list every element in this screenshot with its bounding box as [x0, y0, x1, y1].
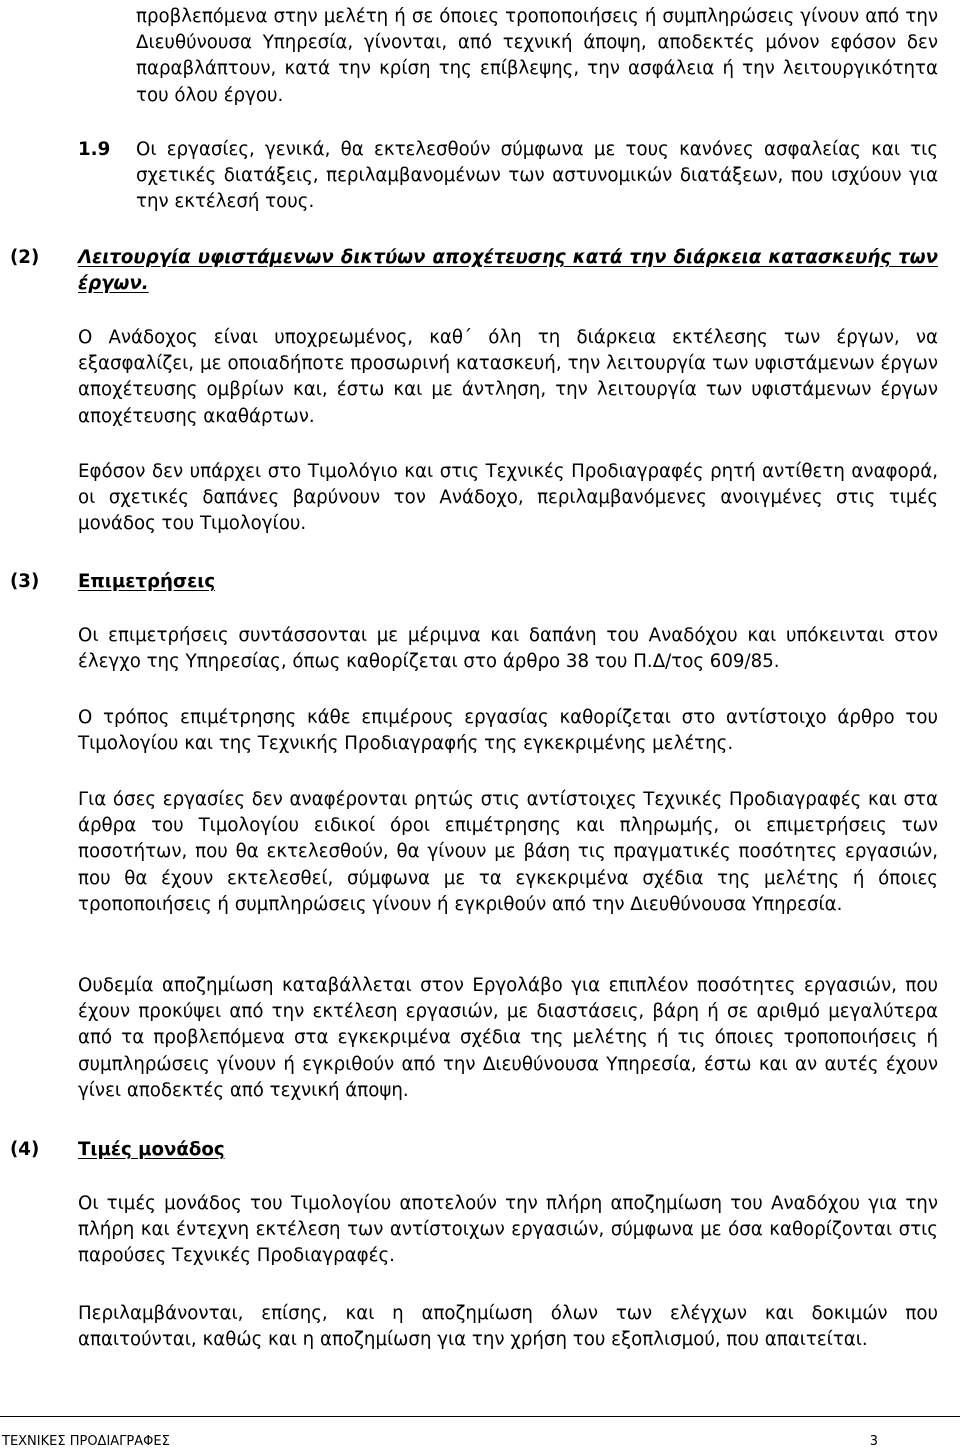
- footer-title: ΤΕΧΝΙΚΕΣ ΠΡΟΔΙΑΓΡΑΦΕΣ: [2, 1434, 170, 1449]
- section-3-title: Επιμετρήσεις: [78, 571, 216, 592]
- item-1-9-text: Οι εργασίες, γενικά, θα εκτελεσθούν σύμφωνα με τους κανόνες ασφαλείας και τις σχετικές διατάξεις, περιλαμβανομένων των αστυνομικών διατάξεων, που ισχύουν για την εκτέλεσή τους.: [136, 139, 938, 213]
- section-2-paragraph-1: Ο Ανάδοχος είναι υποχρεωμένος, καθ΄ όλη τη διάρκεια εκτέλεσης των έργων, να εξασφαλίζει, με οποιαδήποτε προσωρινή κατασκευή, την λειτουργία των υφιστάμενων έργων αποχέτευσης ομβρίων και, έστω και με άντληση, την λειτουργία των υφιστάμενων έργων αποχέτευσης ακαθάρτων.: [78, 327, 938, 427]
- section-4-paragraph-1: Οι τιμές μονάδος του Τιμολογίου αποτελούν την πλήρη αποζημίωση του Αναδόχου για την πλήρη και έντεχνη εκτέλεση των αντίστοιχων εργασιών, σύμφωνα με όσα καθορίζονται στις παρούσες Τεχνικές Προδιαγραφές.: [78, 1193, 938, 1267]
- section-3-paragraph-1: Οι επιμετρήσεις συντάσσονται με μέριμνα και δαπάνη του Αναδόχου και υπόκεινται στον έλεγχο της Υπηρεσίας, όπως καθορίζεται στο άρθρο 38 του Π.Δ/τος 609/85.: [78, 625, 938, 673]
- section-3-number: (3): [10, 571, 40, 592]
- section-3-paragraph-2: Ο τρόπος επιμέτρησης κάθε επιμέρους εργασίας καθορίζεται στο αντίστοιχο άρθρο του Τιμολογίου και της Τεχνικής Προδιαγραφής της εγκεκριμένης μελέτης.: [78, 707, 938, 755]
- section-2-number: (2): [10, 247, 40, 268]
- item-1-9-number: 1.9: [78, 139, 111, 160]
- section-2-paragraph-2: Εφόσον δεν υπάρχει στο Τιμολόγιο και στις Τεχνικές Προδιαγραφές ρητή αντίθετη αναφορά, οι σχετικές δαπάνες βαρύνουν τον Ανάδοχο, περιλαμβανόμενες ανοιγμένες στις τιμές μονάδος του Τιμολογίου.: [78, 461, 938, 535]
- intro-paragraph: προβλεπόμενα στην μελέτη ή σε όποιες τροποποιήσεις ή συμπληρώσεις γίνουν από την Διευθύνουσα Υπηρεσία, γίνονται, από τεχνική άποψη, αποδεκτές μόνον εφόσον δεν παραβλάπτουν, κατά την κρίση της επίβλεψης, την ασφάλεια ή την λειτουργικότητα του όλου έργου.: [136, 6, 938, 106]
- section-4-number: (4): [10, 1139, 40, 1160]
- section-2-title: Λειτουργία υφιστάμενων δικτύων αποχέτευσης κατά την διάρκεια κατασκευής των έργων.: [78, 247, 938, 295]
- section-3-paragraph-4: Ουδεμία αποζημίωση καταβάλλεται στον Εργολάβο για επιπλέον ποσότητες εργασιών, που έχουν προκύψει από την εκτέλεση εργασιών, με διαστάσεις, βάρη ή σε αριθμό μεγαλύτερα από τα προβλεπόμενα στα εγκεκριμένα σχέδια της μελέτης ή τις όποιες τροποποιήσεις ή συμπληρώσεις γίνουν ή εγκριθούν από την Διευθύνουσα Υπηρεσία, έστω και αν αυτές έχουν γίνει αποδεκτές από τεχνική άποψη.: [78, 975, 938, 1101]
- section-3-paragraph-3: Για όσες εργασίες δεν αναφέρονται ρητώς στις αντίστοιχες Τεχνικές Προδιαγραφές και στα άρθρα του Τιμολογίου ειδικοί όροι επιμέτρησης και πληρωμής, οι επιμετρήσεις των ποσοτήτων, που θα εκτελεσθούν, θα γίνουν με βάση τις πραγματικές ποσότητες εργασιών, που θα έχουν εκτελεσθεί, σύμφωνα με τα εγκεκριμένα σχέδια της μελέτης ή όποιες τροποποιήσεις ή συμπληρώσεις γίνουν ή εγκριθούν από την Διευθύνουσα Υπηρεσία.: [78, 789, 938, 915]
- page-number: 3: [869, 1434, 878, 1449]
- footer-divider: [0, 1416, 960, 1417]
- section-4-title: Τιμές μονάδος: [78, 1139, 225, 1160]
- section-4-paragraph-2: Περιλαμβάνονται, επίσης, και η αποζημίωση όλων των ελέγχων και δοκιμών που απαιτούνται, καθώς και η αποζημίωση για την χρήση του εξοπλισμού, που απαιτείται.: [78, 1303, 938, 1351]
